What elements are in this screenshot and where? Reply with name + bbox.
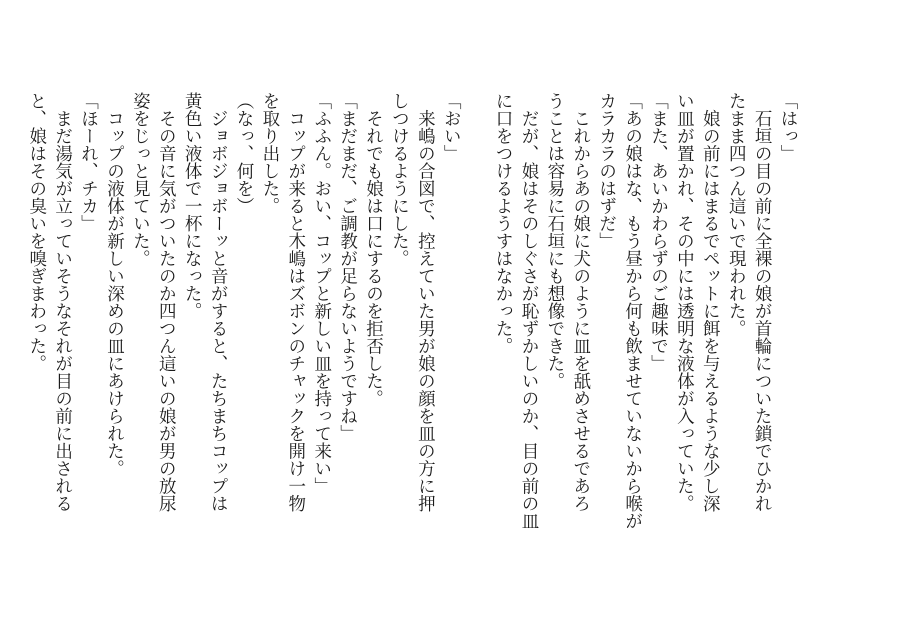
text-line: カラカラのはずだ」 <box>596 92 617 250</box>
text-line: 「ほーれ、チカ」 <box>78 92 99 232</box>
text-line: たまま四つん這いで現われた。 <box>726 92 747 337</box>
text-line: 娘の前にはまるでペットに餌を与えるような少し深 <box>700 92 721 512</box>
text-line: 「おい」 <box>441 92 462 162</box>
text-line: 「はっ」 <box>778 92 798 162</box>
text-line: うことは容易に石垣にも想像できた。 <box>544 92 565 390</box>
text-line: コップの液体が新しい深めの皿にあけられた。 <box>104 92 125 477</box>
text-line: 来嶋の合図で、控えていた男が娘の顔を皿の方に押 <box>415 92 436 512</box>
text-line: 「まだまだ、ご調教が足らないようですね」 <box>337 92 358 442</box>
text-line: い皿が置かれ、その中には透明な液体が入っていた。 <box>674 92 695 512</box>
text-line: を取り出した。 <box>259 92 280 215</box>
text-line: その音に気がついたのか四つん這いの娘が男の放尿 <box>156 92 177 512</box>
text-line: まだ湯気が立っていそうなそれが目の前に出される <box>52 92 73 512</box>
text-line: 「また、あいかわらずのご趣味で」 <box>648 92 669 372</box>
text-line: しつけるようにした。 <box>389 92 410 267</box>
text-line: だが、娘はそのしぐさが恥ずかしいのか、目の前の皿 <box>518 92 539 530</box>
text-line: コップが来ると木嶋はズボンのチャックを開け一物 <box>285 92 306 512</box>
text-line: （なっ、何を） <box>233 92 254 215</box>
text-line: 姿をじっと見ていた。 <box>130 92 151 267</box>
text-line: 「あの娘はな、もう昼から何も飲ませていないから喉が <box>622 92 643 530</box>
text-line: ジョボジョボーッと音がすると、たちまちコップは <box>208 92 229 512</box>
text-line: これからあの娘に犬のように皿を舐めさせるであろ <box>570 92 591 512</box>
text-line: に口をつけるようすはなかった。 <box>493 92 514 355</box>
text-line: 黄色い液体で一杯になった。 <box>182 92 203 320</box>
text-line: 「ふふん。おい、コップと新しい皿を持って来い」 <box>311 92 332 495</box>
text-line: それでも娘は口にするのを拒否した。 <box>363 92 384 407</box>
text-line: と、娘はその臭いを嗅ぎまわった。 <box>26 92 47 372</box>
text-line: 石垣の目の前に全裸の娘が首輪についた鎖でひかれ <box>752 92 773 512</box>
vertical-text-block <box>23 92 800 562</box>
blank-line <box>463 92 489 562</box>
